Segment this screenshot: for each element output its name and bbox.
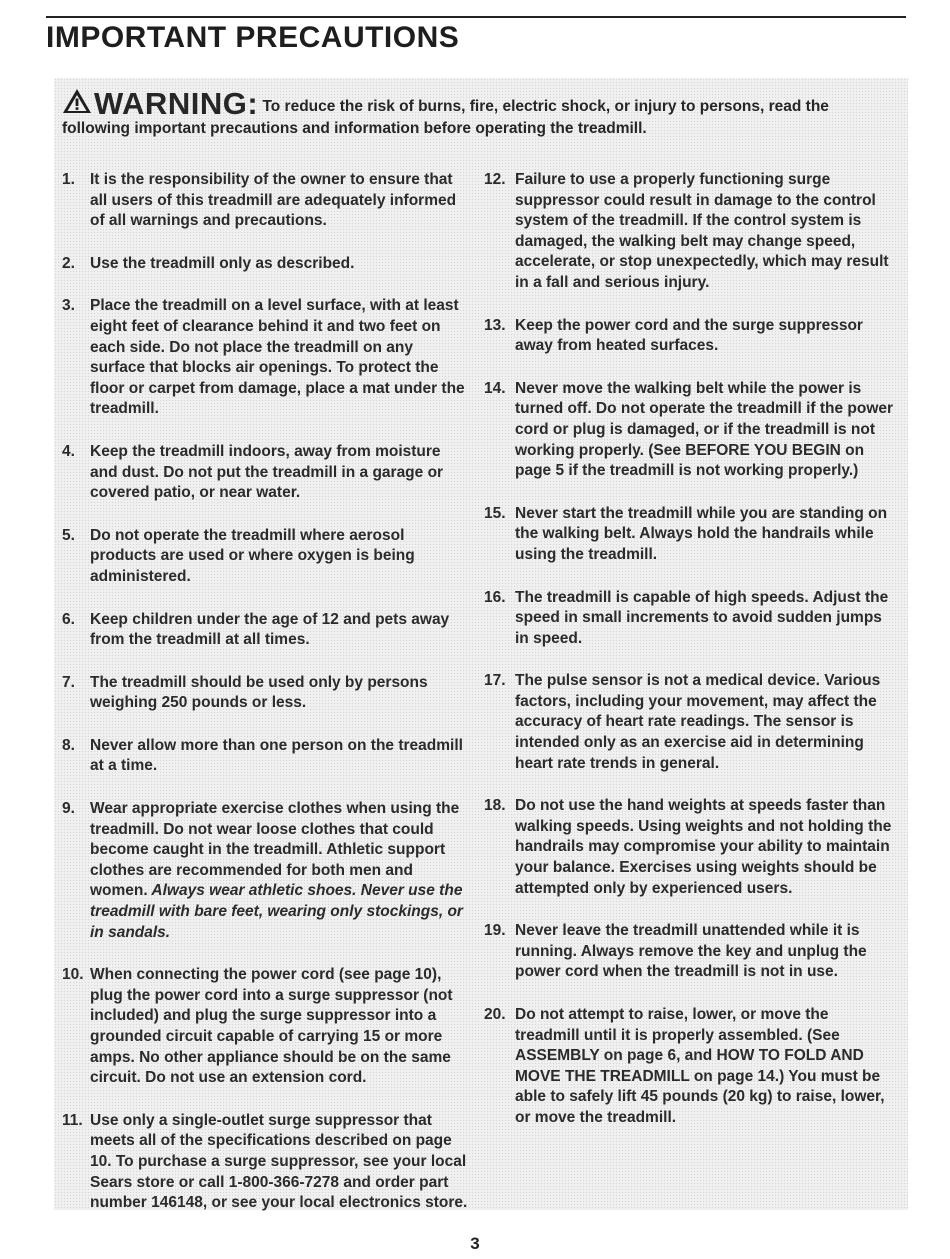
page-title: IMPORTANT PRECAUTIONS xyxy=(46,21,460,54)
precaution-number: 10. xyxy=(62,966,84,984)
precaution-text xyxy=(515,379,894,482)
precaution-text-main: Do not use the hand weights at speeds faster than walking speeds. Using weights and not holding the handrails may compromise your ability to maintain your balance. Exercises using weights should be attempted only by experienced users. xyxy=(515,797,892,897)
precaution-text xyxy=(515,504,894,566)
precaution-item xyxy=(62,1111,472,1214)
precaution-item xyxy=(484,921,894,983)
precaution-item xyxy=(484,379,894,482)
precaution-number: 9. xyxy=(62,800,75,818)
precaution-text-main: Failure to use a properly functioning surge suppressor could result in damage to the control system of the treadmill. If the control system is damaged, the walking belt may change speed, accelerate, or stop unexpectedly, which may result in a fall and serious injury. xyxy=(515,171,889,291)
precaution-text xyxy=(515,1005,894,1129)
precaution-text-main: Keep the treadmill indoors, away from moisture and dust. Do not put the treadmill in a garage or covered patio, or near water. xyxy=(90,442,444,502)
precaution-text-main: Use the treadmill only as described. xyxy=(90,254,355,272)
precaution-text-main: Do not operate the treadmill where aerosol products are used or where oxygen is being administered. xyxy=(90,526,415,585)
precaution-text-main: When connecting the power cord (see page 10), plug the power cord into a surge suppressor (not included) and plug the surge suppressor into a grounded circuit capable of carrying 15 or more amps. No other appliance should be on the same circuit. Do not use an extension cord. xyxy=(90,966,453,1087)
precaution-text xyxy=(90,799,472,943)
precaution-number: 7. xyxy=(62,673,75,691)
precaution-text xyxy=(515,588,894,650)
precaution-text-emphasis: Always wear athletic shoes. Never use the treadmill with bare feet, wearing only stockings, or in sandals. xyxy=(90,882,463,941)
precaution-text xyxy=(90,673,472,714)
precaution-text-main: Wear appropriate exercise clothes when using the treadmill. Do not wear loose clothes that could become caught in the treadmill. Athletic support clothes are recommended for both men and women. xyxy=(90,800,460,900)
precaution-text xyxy=(90,296,472,420)
precaution-text-main: The treadmill is capable of high speeds. Adjust the speed in small increments to avoid sudden jumps in speed. xyxy=(515,588,889,647)
precaution-text xyxy=(90,170,472,232)
precaution-number: 18. xyxy=(484,797,506,815)
precaution-item xyxy=(484,796,894,899)
precaution-text-main: Place the treadmill on a level surface, with at least eight feet of clearance behind it and two feet on each side. Do not place the treadmill on any surface that blocks air openings. To protect the floor or carpet from damage, place a mat under the treadmill. xyxy=(90,297,465,418)
precautions-left-column xyxy=(62,170,472,1214)
precaution-text-main: Never leave the treadmill unattended while it is running. Always remove the key and unplug the power cord when the treadmill is not in use. xyxy=(515,922,867,981)
precaution-number: 14. xyxy=(484,379,506,397)
warning-triangle-icon xyxy=(62,88,92,114)
warning-label: WARNING: xyxy=(94,86,259,121)
warning-text: To reduce the risk of burns, fire, electric shock, or injury to persons, read the following important precautions and information before operating the treadmill. xyxy=(62,98,829,137)
precaution-number: 8. xyxy=(62,736,75,754)
precaution-text-main: Keep children under the age of 12 and pets away from the treadmill at all times. xyxy=(90,610,450,649)
page-number: 3 xyxy=(470,1234,480,1253)
precaution-number: 6. xyxy=(62,610,75,628)
precaution-text-main: Never allow more than one person on the treadmill at a time. xyxy=(90,736,463,775)
warning-block xyxy=(62,88,898,140)
precaution-text xyxy=(90,254,472,275)
precaution-item xyxy=(62,799,472,943)
precaution-item xyxy=(484,588,894,650)
precaution-item xyxy=(484,671,894,774)
precaution-text xyxy=(515,316,894,357)
precaution-text xyxy=(90,736,472,777)
precaution-number: 2. xyxy=(62,254,75,272)
precaution-item xyxy=(484,504,894,566)
precaution-item xyxy=(62,170,472,232)
precaution-item xyxy=(62,526,472,588)
precaution-item xyxy=(62,442,472,504)
precaution-text xyxy=(515,921,894,983)
precaution-text xyxy=(515,796,894,899)
precaution-item xyxy=(62,736,472,777)
precaution-text xyxy=(90,965,472,1089)
precaution-number: 11. xyxy=(62,1111,83,1129)
precaution-text-main: The pulse sensor is not a medical device. Various factors, including your movement, may affect the accuracy of heart rate readings. The sensor is intended only as an exercise aid in determining heart rate trends in general. xyxy=(515,672,881,772)
precaution-number: 15. xyxy=(484,504,506,522)
precaution-text xyxy=(90,526,472,588)
precaution-number: 13. xyxy=(484,316,506,334)
precaution-item xyxy=(62,610,472,651)
precaution-number: 3. xyxy=(62,297,75,315)
precaution-text-main: The treadmill should be used only by persons weighing 250 pounds or less. xyxy=(90,673,428,712)
precaution-number: 4. xyxy=(62,442,75,460)
precaution-number: 12. xyxy=(484,171,506,188)
precaution-text xyxy=(90,442,472,504)
precaution-text xyxy=(90,610,472,651)
precaution-text-main: Keep the power cord and the surge suppressor away from heated surfaces. xyxy=(515,316,863,355)
precaution-item xyxy=(484,170,894,294)
precaution-text-main: It is the responsibility of the owner to ensure that all users of this treadmill are adequately informed of all warnings and precautions. xyxy=(90,171,457,230)
header-rule xyxy=(46,16,906,18)
precaution-item xyxy=(62,296,472,420)
precaution-text-main: Do not attempt to raise, lower, or move the treadmill until it is properly assembled. (See ASSEMBLY on page 6, and HOW TO FOLD AND MOVE THE TREADMILL on page 14.) You must be able to safely lift 45 pounds (20 kg) to raise, lower, or move the treadmill. xyxy=(515,1006,885,1126)
precaution-number: 16. xyxy=(484,588,506,606)
precaution-number: 5. xyxy=(62,526,75,544)
precaution-item xyxy=(484,316,894,357)
precaution-item xyxy=(62,673,472,714)
precaution-number: 19. xyxy=(484,922,506,940)
precaution-text-main: Never move the walking belt while the power is turned off. Do not operate the treadmill if the power cord or plug is damaged, or if the treadmill is not working properly. (See BEFORE YOU BEGIN on page 5 if the treadmill is not working properly.) xyxy=(515,379,894,480)
precaution-number: 1. xyxy=(62,171,75,188)
precaution-text xyxy=(515,671,894,774)
precaution-text xyxy=(515,170,894,294)
precaution-item xyxy=(484,1005,894,1129)
precaution-item xyxy=(62,254,472,275)
precaution-text xyxy=(90,1111,472,1214)
precautions-right-column xyxy=(484,170,894,1129)
precaution-text-main: Never start the treadmill while you are standing on the walking belt. Always hold the handrails while using the treadmill. xyxy=(515,504,888,563)
precaution-number: 17. xyxy=(484,672,506,690)
precaution-number: 20. xyxy=(484,1006,506,1023)
precaution-item xyxy=(62,965,472,1089)
precaution-text-main: Use only a single-outlet surge suppressor that meets all of the specifications described on page 10. To purchase a surge suppressor, see your local Sears store or call 1-800-366-7278 and order part number 146148, or see your local electronics store. xyxy=(90,1111,468,1212)
